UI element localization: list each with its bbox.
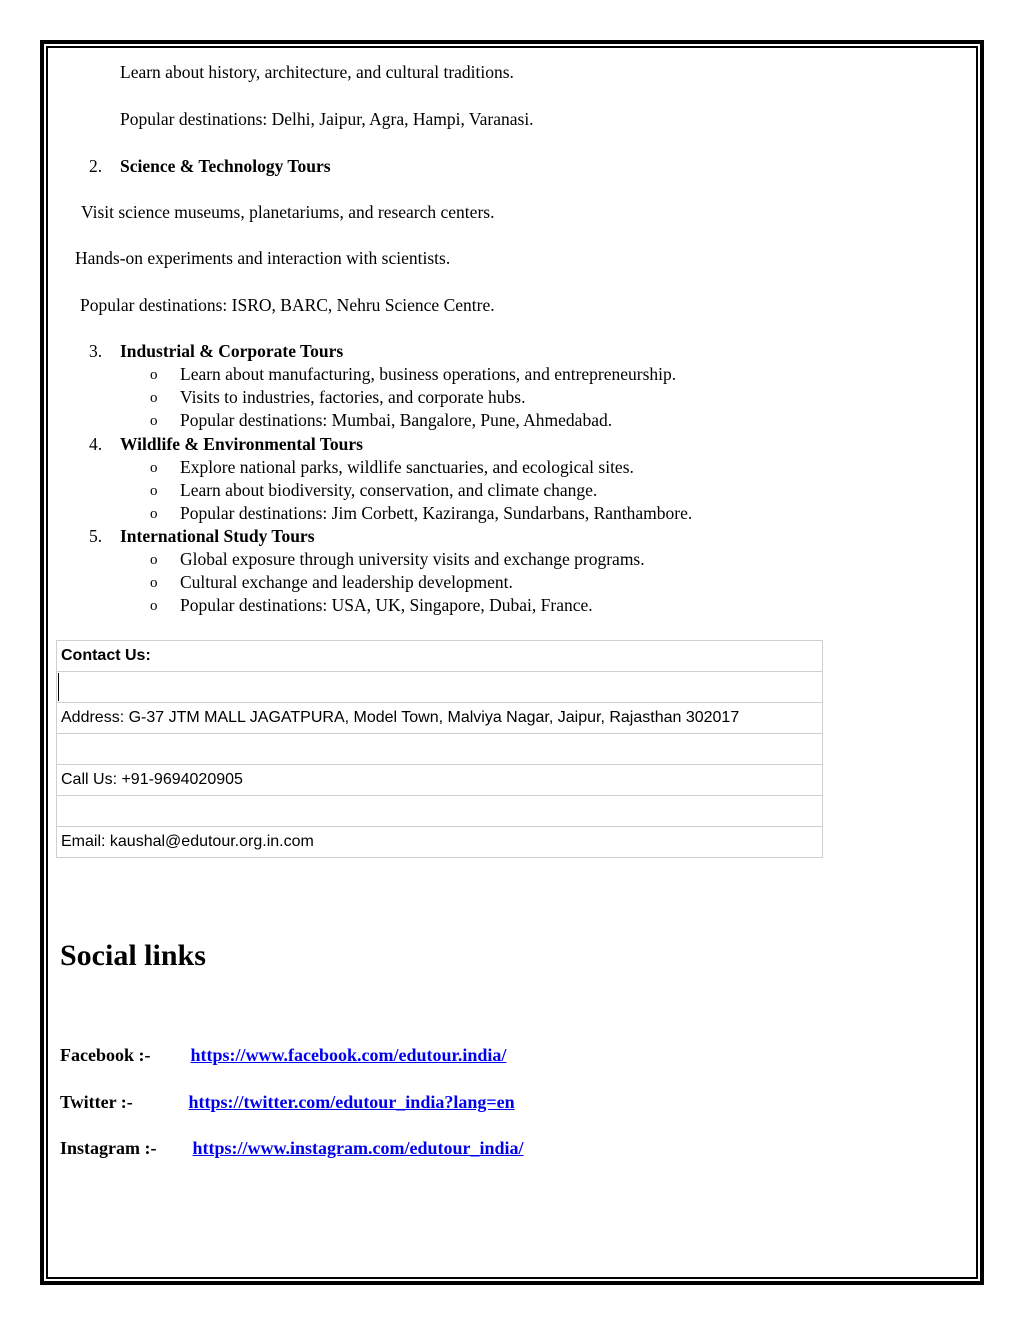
contact-heading: Contact Us:	[57, 641, 823, 672]
bullet-text: Explore national parks, wildlife sanctuaries, and ecological sites.	[180, 457, 634, 477]
social-row-instagram	[60, 1137, 524, 1159]
social-heading: Social links	[60, 939, 206, 972]
bullet-text: Popular destinations: USA, UK, Singapore, Dubai, France.	[180, 595, 593, 615]
contact-email: Email: kaushal@edutour.org.in.com	[57, 827, 823, 858]
bullet-marker: o	[150, 390, 158, 406]
bullet-marker: o	[150, 413, 158, 429]
twitter-label: Twitter :-	[60, 1092, 133, 1112]
section-line: Hands-on experiments and interaction with scientists.	[75, 248, 451, 268]
bullet-marker: o	[150, 460, 158, 476]
section-title-international: International Study Tours	[120, 526, 315, 546]
intro-line-history: Learn about history, architecture, and cultural traditions.	[120, 62, 514, 82]
contact-address: Address: G-37 JTM MALL JAGATPURA, Model Town, Malviya Nagar, Jaipur, Rajasthan 302017	[57, 703, 823, 734]
bullet-text: Visits to industries, factories, and corporate hubs.	[180, 387, 526, 407]
section-line: Visit science museums, planetariums, and research centers.	[81, 202, 495, 222]
bullet-text: Popular destinations: Jim Corbett, Kaziranga, Sundarbans, Ranthambore.	[180, 503, 693, 523]
instagram-label: Instagram :-	[60, 1138, 157, 1158]
section-number: 2.	[89, 156, 103, 176]
section-number: 3.	[89, 341, 103, 361]
section-number: 5.	[89, 526, 103, 546]
text-cursor	[58, 673, 59, 701]
section-title-wildlife: Wildlife & Environmental Tours	[120, 434, 363, 454]
bullet-text: Cultural exchange and leadership development.	[180, 572, 513, 592]
section-title-industrial: Industrial & Corporate Tours	[120, 341, 344, 361]
contact-empty-row	[57, 672, 823, 703]
contact-empty-row	[57, 796, 823, 827]
twitter-link[interactable]: https://twitter.com/edutour_india?lang=en	[188, 1092, 515, 1112]
social-row-facebook	[60, 1044, 506, 1066]
contact-table	[56, 640, 823, 858]
intro-line-destinations: Popular destinations: Delhi, Jaipur, Agra, Hampi, Varanasi.	[120, 109, 534, 129]
section-number: 4.	[89, 434, 103, 454]
facebook-label: Facebook :-	[60, 1045, 151, 1065]
section-line: Popular destinations: ISRO, BARC, Nehru Science Centre.	[80, 295, 495, 315]
bullet-text: Global exposure through university visits and exchange programs.	[180, 549, 645, 569]
bullet-text: Learn about biodiversity, conservation, and climate change.	[180, 480, 598, 500]
contact-empty-row	[57, 734, 823, 765]
instagram-link[interactable]: https://www.instagram.com/edutour_india/	[192, 1138, 524, 1158]
social-row-twitter	[60, 1091, 515, 1113]
bullet-text: Learn about manufacturing, business operations, and entrepreneurship.	[180, 364, 677, 384]
section-title-science: Science & Technology Tours	[120, 156, 331, 176]
bullet-marker: o	[150, 506, 158, 522]
bullet-marker: o	[150, 575, 158, 591]
bullet-text: Popular destinations: Mumbai, Bangalore, Pune, Ahmedabad.	[180, 410, 613, 430]
contact-phone: Call Us: +91-9694020905	[57, 765, 823, 796]
bullet-marker: o	[150, 483, 158, 499]
facebook-link[interactable]: https://www.facebook.com/edutour.india/	[190, 1045, 507, 1065]
bullet-marker: o	[150, 552, 158, 568]
bullet-marker: o	[150, 367, 158, 383]
bullet-marker: o	[150, 598, 158, 614]
